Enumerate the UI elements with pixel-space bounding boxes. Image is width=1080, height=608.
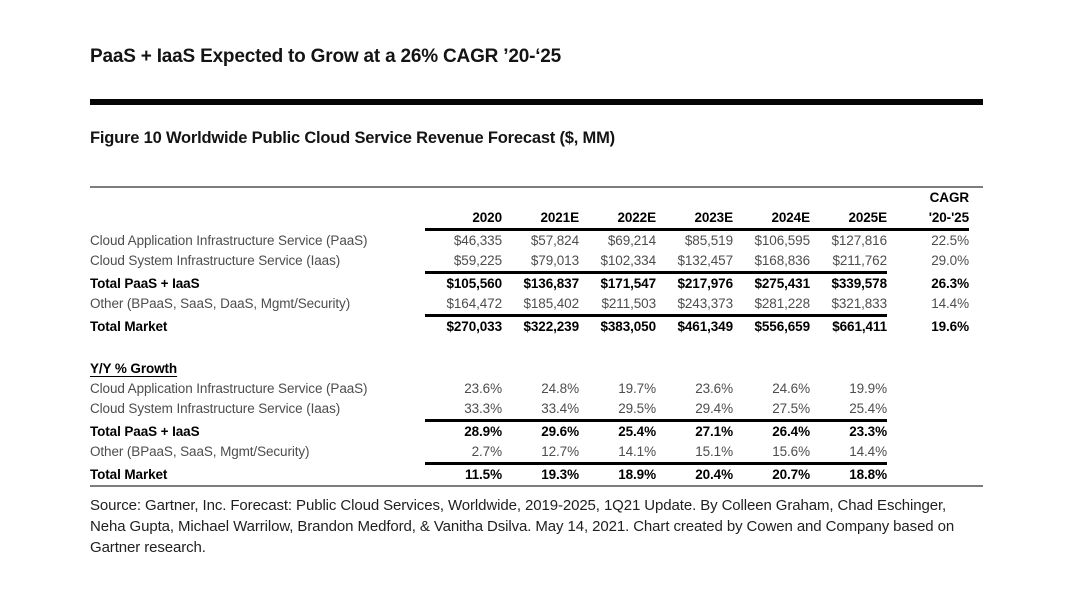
growth-section-heading-label: Y/Y % Growth [90, 361, 178, 376]
cell-value: 26.4% [772, 424, 810, 439]
cell-value: 2.7% [471, 444, 502, 459]
cell-value: 23.6% [464, 381, 502, 396]
cell-value: 25.4% [618, 424, 656, 439]
header-spacer [502, 188, 579, 208]
row-label: Total Market [90, 467, 168, 482]
cell-value: $275,431 [754, 276, 810, 291]
cell-value: $106,595 [754, 233, 810, 248]
row-label: Cloud System Infrastructure Service (Iaas) [90, 253, 341, 268]
row-label: Other (BPaaS, SaaS, Mgmt/Security) [90, 444, 310, 459]
cell-value: 23.6% [695, 381, 733, 396]
table-row [90, 251, 983, 271]
cell-value: $211,762 [832, 253, 887, 268]
forecast-table [90, 186, 983, 487]
cell-value: 29.6% [541, 424, 579, 439]
growth-section-heading-row [90, 359, 983, 379]
header-spacer [810, 188, 887, 208]
cell-value: $321,833 [831, 296, 887, 311]
row-label: Total Market [90, 319, 168, 334]
cell-value: $461,349 [677, 319, 733, 334]
cagr-value [887, 465, 969, 485]
cell-value: $79,013 [530, 253, 579, 268]
year-header: 2023E [694, 210, 733, 225]
cell-value: 15.1% [695, 444, 733, 459]
cagr-value [887, 399, 969, 419]
table-row [90, 294, 983, 314]
table-header-row [90, 208, 983, 228]
page-title: PaaS + IaaS Expected to Grow at a 26% CAGR ’20-‘25 [90, 46, 562, 67]
table-row [90, 231, 983, 251]
table-row [90, 317, 983, 337]
cell-value: 28.9% [464, 424, 502, 439]
cell-value: $127,816 [831, 233, 887, 248]
cell-value: $164,472 [446, 296, 502, 311]
cell-value: $85,519 [684, 233, 733, 248]
cell-value: $132,457 [677, 253, 733, 268]
cell-value: $661,411 [832, 319, 887, 334]
cell-value: $243,373 [677, 296, 733, 311]
cell-value: $556,659 [754, 319, 810, 334]
cell-value: $168,836 [754, 253, 810, 268]
cell-value: 24.6% [772, 381, 810, 396]
cell-value: 33.3% [464, 401, 502, 416]
cell-value: 27.5% [772, 401, 810, 416]
cell-value: $69,214 [607, 233, 656, 248]
row-label: Cloud System Infrastructure Service (Iaas) [90, 401, 341, 416]
growth-section-heading [90, 359, 425, 379]
cell-value: 23.3% [849, 424, 887, 439]
cell-value: 20.4% [695, 467, 733, 482]
cell-value: $185,402 [523, 296, 579, 311]
year-header: 2024E [771, 210, 810, 225]
cagr-value [887, 442, 969, 462]
cagr-value [887, 422, 969, 442]
cell-value: 19.7% [618, 381, 656, 396]
cell-value: $322,239 [523, 319, 579, 334]
source-note: Source: Gartner, Inc. Forecast: Public Cloud Services, Worldwide, 2019-2025, 1Q21 Update. By Colleen Graham, Chad Eschinger, Neha Gupta, Michael Warrilow, Brandon Medford, & Vanitha Dsilva. May 14, 2021. Chart created by Cowen and Company based on Gartner research. [90, 497, 955, 556]
cell-value: 27.1% [695, 424, 733, 439]
header-spacer [733, 188, 810, 208]
cell-value: $59,225 [453, 253, 502, 268]
row-label: Other (BPaaS, SaaS, DaaS, Mgmt/Security) [90, 296, 351, 311]
cell-value: $339,578 [831, 276, 887, 291]
header-spacer [656, 188, 733, 208]
cell-value: $270,033 [446, 319, 502, 334]
cell-value: 24.8% [541, 381, 579, 396]
cell-value: 33.4% [541, 401, 579, 416]
cell-value: 19.3% [541, 467, 579, 482]
table-row [90, 465, 983, 485]
table-row [90, 422, 983, 442]
header-spacer [579, 188, 656, 208]
table-header-row [90, 188, 983, 208]
cell-value: 20.7% [772, 467, 810, 482]
cell-value: 12.7% [541, 444, 579, 459]
cell-value: 25.4% [849, 401, 887, 416]
cell-value: $281,228 [754, 296, 810, 311]
section-gap [90, 337, 983, 359]
cell-value: $105,560 [446, 276, 502, 291]
cell-value: 18.8% [849, 467, 887, 482]
year-header: 2025E [848, 210, 887, 225]
header-spacer [425, 188, 502, 208]
cell-value: $383,050 [600, 319, 656, 334]
cagr-value: 26.3% [931, 276, 969, 291]
cell-value: 29.4% [695, 401, 733, 416]
cagr-value [887, 379, 969, 399]
cell-value: 14.4% [849, 444, 887, 459]
cell-value: $102,334 [600, 253, 656, 268]
cell-value: $136,837 [523, 276, 579, 291]
cell-value: 19.9% [849, 381, 887, 396]
cell-value: 15.6% [772, 444, 810, 459]
cagr-header: '20-'25 [928, 210, 969, 225]
year-header: 2020 [472, 210, 502, 225]
table-row [90, 274, 983, 294]
year-header: 2022E [617, 210, 656, 225]
header-spacer [90, 208, 425, 228]
row-label: Total PaaS + IaaS [90, 424, 200, 439]
title-divider-bar [90, 99, 983, 105]
cell-value: 14.1% [618, 444, 656, 459]
figure-title: Figure 10 Worldwide Public Cloud Service Revenue Forecast ($, MM) [90, 129, 615, 147]
row-label: Total PaaS + IaaS [90, 276, 200, 291]
table-row [90, 442, 983, 462]
year-header: 2021E [540, 210, 579, 225]
table-row [90, 379, 983, 399]
table-row [90, 399, 983, 419]
row-label: Cloud Application Infrastructure Service (PaaS) [90, 233, 368, 248]
cagr-value: 19.6% [931, 319, 969, 334]
cell-value: $211,503 [601, 296, 656, 311]
cell-value: 29.5% [618, 401, 656, 416]
cagr-value: 29.0% [931, 253, 969, 268]
cell-value: $57,824 [530, 233, 579, 248]
cagr-value: 14.4% [931, 296, 969, 311]
cagr-header: CAGR [929, 190, 969, 205]
header-spacer [90, 188, 425, 208]
cell-value: 11.5% [464, 467, 502, 482]
cell-value: 18.9% [618, 467, 656, 482]
cell-value: $46,335 [453, 233, 502, 248]
figure-content [90, 0, 983, 558]
cell-value: $217,976 [677, 276, 733, 291]
cagr-value: 22.5% [931, 233, 969, 248]
cell-value: $171,547 [600, 276, 656, 291]
row-label: Cloud Application Infrastructure Service (PaaS) [90, 381, 368, 396]
